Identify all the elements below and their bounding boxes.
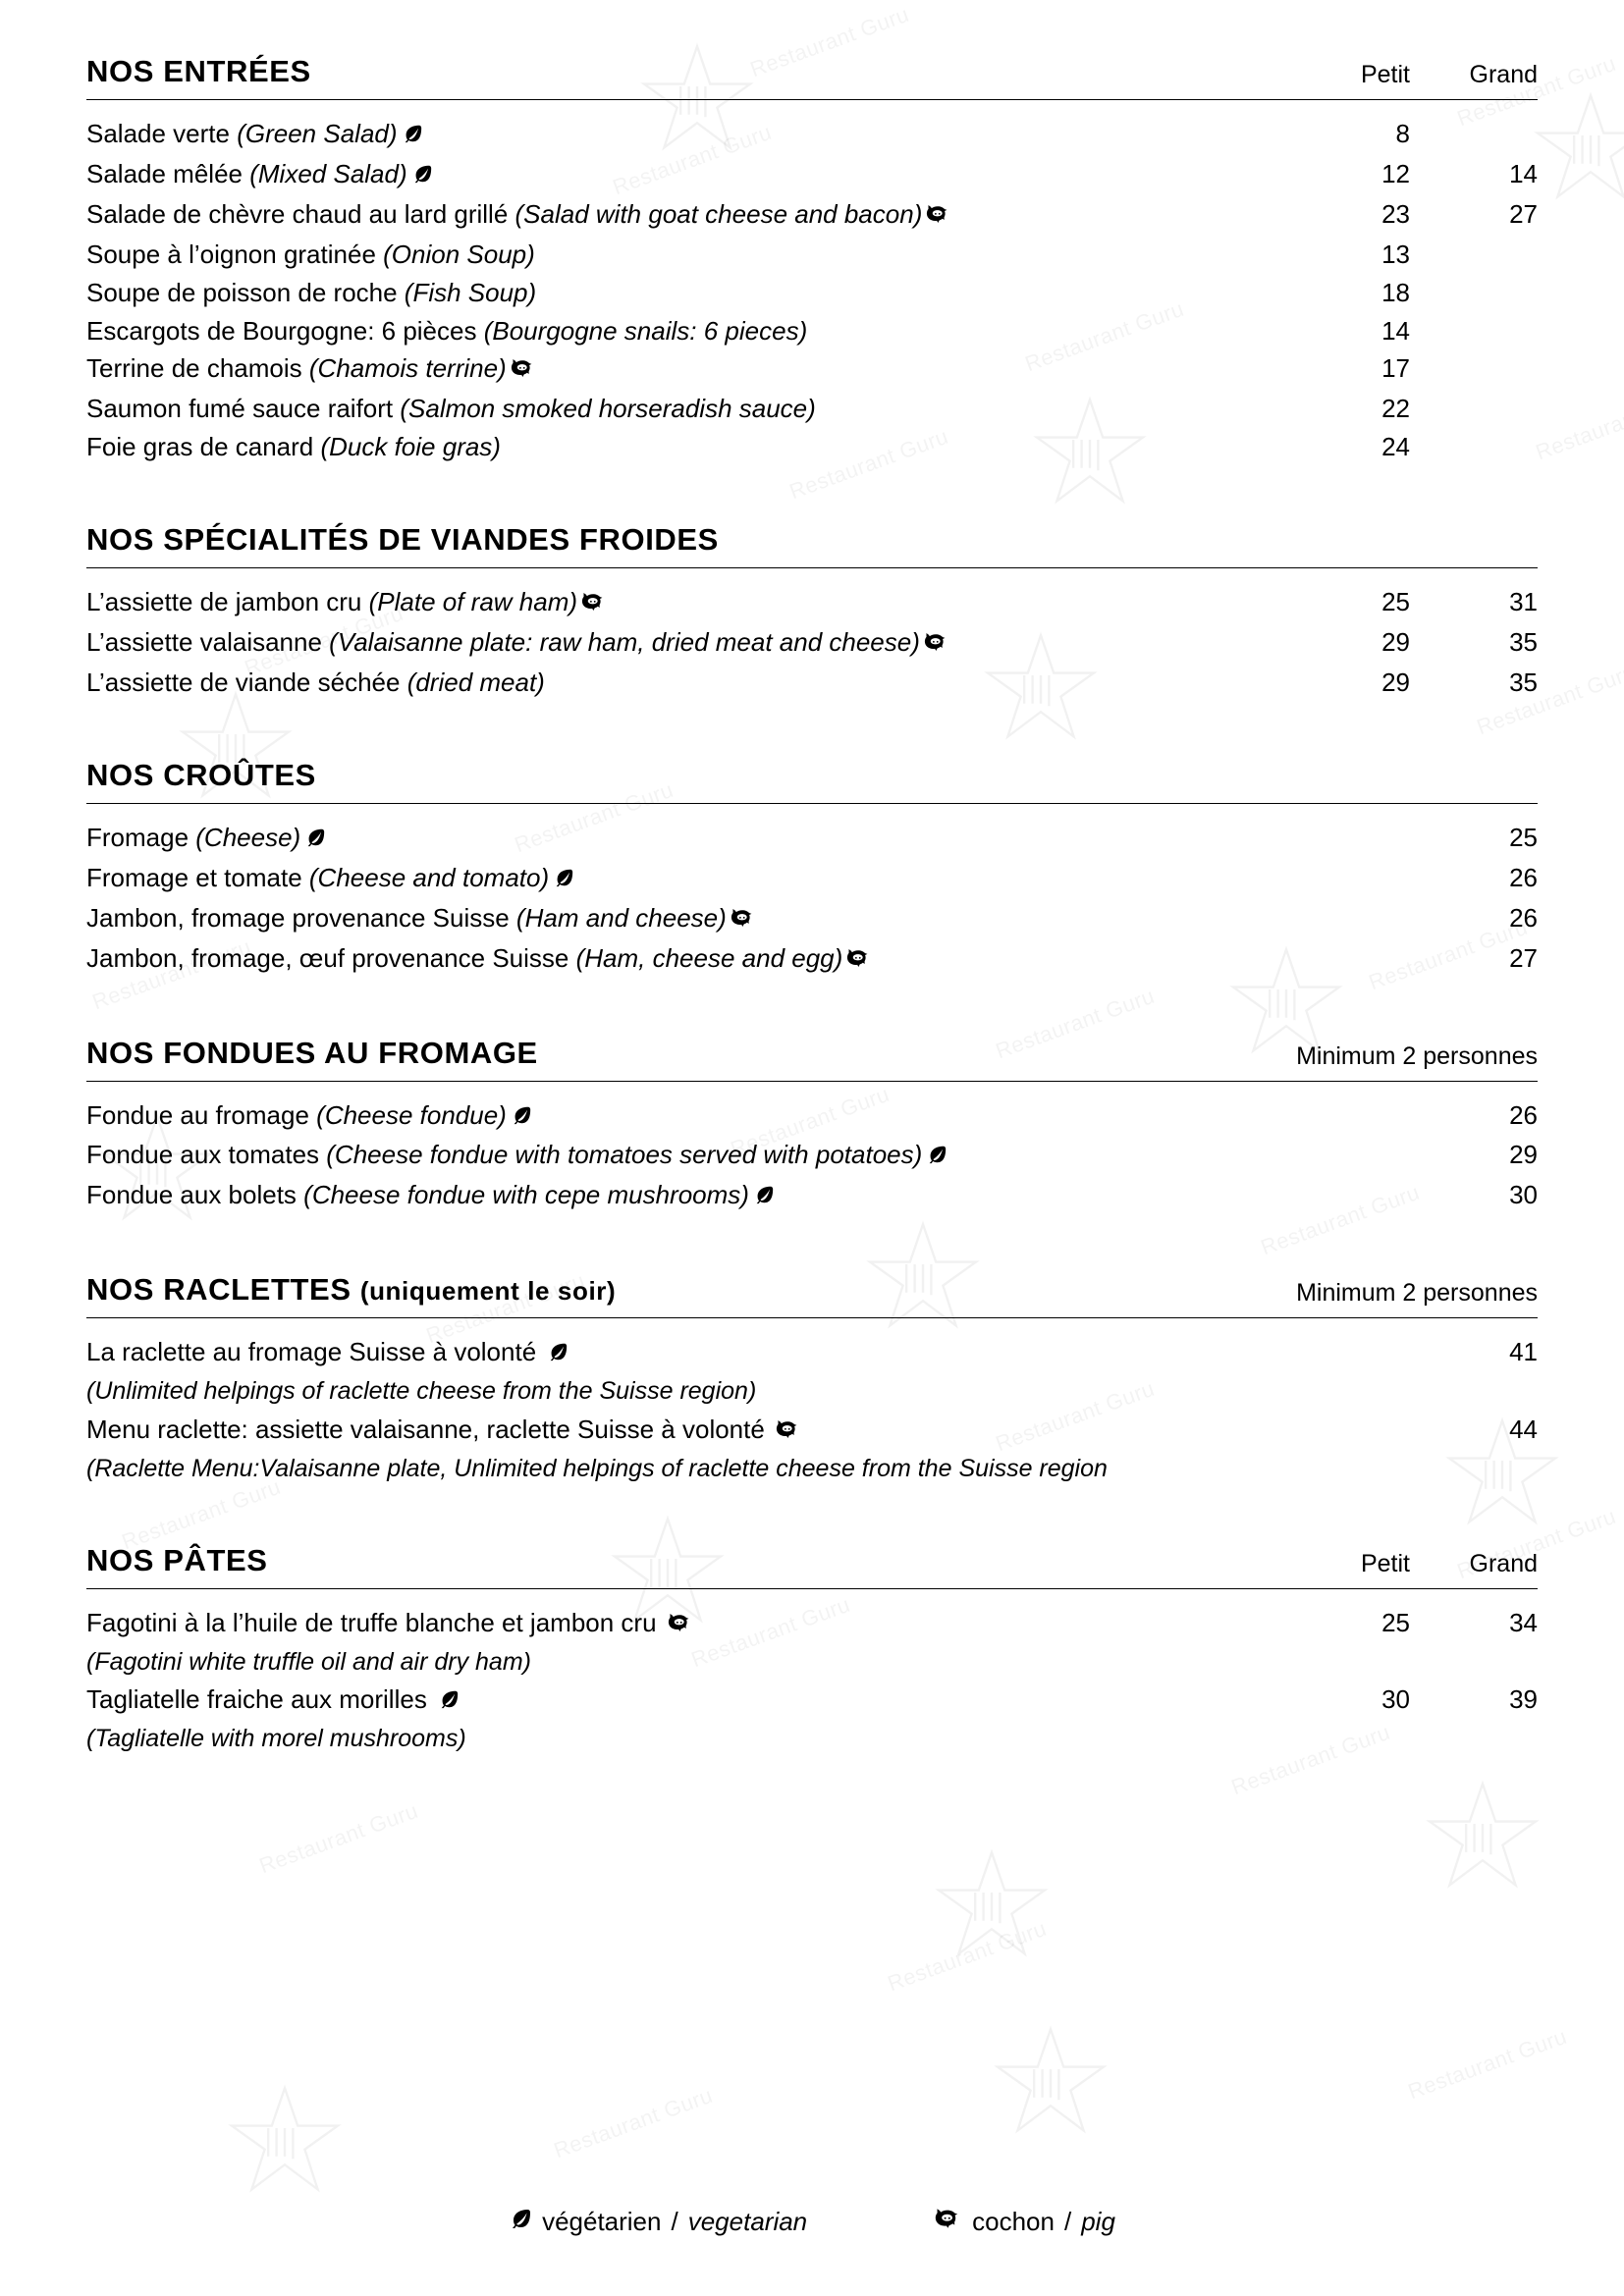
menu-item-name-en: (Green Salad) <box>237 119 398 148</box>
menu-item-row <box>86 196 1538 235</box>
section-header <box>86 758 1538 803</box>
section-title-sub: (uniquement le soir) <box>359 1276 617 1307</box>
leaf-icon <box>402 118 423 154</box>
section-title: NOS PÂTES <box>86 1543 268 1578</box>
column-header: Grand <box>1469 1550 1538 1578</box>
price-grand: 35 <box>1509 667 1538 697</box>
section-divider <box>86 1081 1538 1082</box>
menu-item-name-en: (Chamois terrine) <box>308 353 507 384</box>
menu-item-row <box>86 1334 1538 1372</box>
leaf-icon <box>926 1139 947 1175</box>
price-petit: 25 <box>1381 587 1410 617</box>
menu-item-name <box>86 1137 1410 1175</box>
menu-item-name-fr: L’assiette de viande séchée <box>86 667 407 697</box>
menu-item-row <box>86 313 1538 349</box>
menu-item-name-fr: Salade verte <box>86 119 238 148</box>
section-header <box>86 1036 1538 1081</box>
menu-item-name-fr: Salade de chèvre chaud au lard grillé <box>86 198 515 229</box>
menu-item-name <box>86 275 1282 311</box>
section-header-right <box>1296 1279 1538 1308</box>
section-title: NOS RACLETTES <box>86 1272 360 1308</box>
menu-item-name <box>86 1605 1282 1643</box>
legend-vegetarian-en: vegetarian <box>687 2207 808 2236</box>
menu-item-name-fr: L’assiette de jambon cru <box>86 587 369 617</box>
menu-item-name-en: (Cheese and tomato) <box>308 862 550 892</box>
menu-section <box>86 1036 1538 1216</box>
menu-item-row <box>86 584 1538 622</box>
leaf-icon <box>553 862 574 898</box>
menu-item-list <box>86 1605 1538 1757</box>
menu-item-name-en: (Cheese fondue with cepe mushrooms) <box>303 1180 749 1210</box>
menu-item-name <box>86 350 1282 389</box>
menu-item-row <box>86 1605 1538 1643</box>
menu-item-name-en: (Ham and cheese) <box>515 902 727 933</box>
pig-icon <box>776 1414 801 1450</box>
section-header <box>86 522 1538 567</box>
menu-item-row <box>86 1177 1538 1215</box>
section-note: Minimum 2 personnes <box>1296 1279 1538 1308</box>
menu-item-name-fr: Fondue aux bolets <box>86 1180 304 1210</box>
menu-item-name-fr: Jambon, fromage provenance Suisse <box>86 902 516 933</box>
menu-item-row <box>86 1412 1538 1450</box>
menu-item-name-fr: Fagotini à la l’huile de truffe blanche et jambon cru <box>86 1608 664 1638</box>
price-petit: 24 <box>1381 432 1410 462</box>
leaf-icon <box>753 1179 775 1215</box>
menu-item-name-fr: Fondue aux tomates <box>86 1140 327 1170</box>
leaf-icon <box>411 158 433 194</box>
menu-item-name-en: (Fish Soup) <box>404 277 537 307</box>
menu-item-name-fr: Menu raclette: assiette valaisanne, raclette Suisse à volonté <box>86 1414 773 1444</box>
menu-section <box>86 1543 1538 1757</box>
price-grand: 14 <box>1509 158 1538 188</box>
menu-item-description: (Tagliatelle with morel mushrooms) <box>86 1725 466 1753</box>
menu-legend <box>0 2207 1624 2237</box>
menu-item-name-en: (Ham, cheese and egg) <box>575 942 843 973</box>
price-petit: 25 <box>1381 1608 1410 1638</box>
menu-item-name-fr: Fromage <box>86 822 196 852</box>
menu-item-row <box>86 156 1538 194</box>
menu-item-list <box>86 584 1538 701</box>
price-petit: 22 <box>1381 394 1410 424</box>
legend-pig <box>935 2207 1115 2237</box>
watermark-star-icon <box>933 1845 1051 1968</box>
price-grand: 39 <box>1509 1684 1538 1715</box>
price-grand: 41 <box>1509 1337 1538 1367</box>
watermark-text <box>551 2083 717 2164</box>
pig-icon <box>731 902 756 938</box>
price-grand: 35 <box>1509 627 1538 658</box>
menu-item-name <box>86 1177 1410 1215</box>
menu-item-row <box>86 116 1538 154</box>
menu-section <box>86 522 1538 701</box>
section-title-wrap <box>86 1543 268 1578</box>
watermark-star-icon <box>226 2081 344 2204</box>
price-grand: 25 <box>1509 822 1538 852</box>
menu-item-row <box>86 391 1538 427</box>
section-divider <box>86 1317 1538 1318</box>
menu-item-name-fr: Foie gras de canard <box>86 432 321 462</box>
pig-icon <box>846 942 872 979</box>
price-grand: 34 <box>1509 1608 1538 1638</box>
section-header-right <box>1282 61 1538 89</box>
section-note: Minimum 2 personnes <box>1296 1041 1538 1070</box>
menu-item-row <box>86 820 1538 858</box>
menu-item-name <box>86 1097 1410 1136</box>
menu-item-name <box>86 116 1282 154</box>
watermark-text <box>1405 2024 1571 2106</box>
menu-item-name-fr: Soupe de poisson de roche <box>86 277 405 307</box>
menu-item-name-fr: Fromage et tomate <box>86 862 309 892</box>
menu-item-row <box>86 1682 1538 1720</box>
pig-icon <box>924 626 949 663</box>
leaf-icon <box>304 822 326 858</box>
menu-item-name <box>86 860 1410 898</box>
menu-item-row <box>86 350 1538 389</box>
menu-item-name-en: (Salad with goat cheese and bacon) <box>514 198 923 229</box>
leaf-icon <box>438 1683 460 1720</box>
section-header-right <box>1282 1550 1538 1578</box>
menu-item-name <box>86 196 1282 235</box>
menu-item-name <box>86 1334 1410 1372</box>
watermark-star-icon <box>1424 1777 1542 1899</box>
menu-item-name <box>86 429 1282 465</box>
price-petit: 12 <box>1381 158 1410 188</box>
menu-item-list <box>86 820 1538 979</box>
menu-item-name-en: (Valaisanne plate: raw ham, dried meat and cheese) <box>329 627 920 658</box>
price-grand: 27 <box>1509 198 1538 229</box>
menu-item-row <box>86 429 1538 465</box>
menu-item-row <box>86 1137 1538 1175</box>
menu-item-name <box>86 900 1410 938</box>
menu-section <box>86 1272 1538 1486</box>
section-header-right <box>1296 1042 1538 1071</box>
column-header: Grand <box>1469 61 1538 88</box>
price-petit: 17 <box>1381 353 1410 384</box>
menu-item-name <box>86 391 1282 427</box>
section-header <box>86 54 1538 99</box>
menu-item-row <box>86 665 1538 701</box>
pig-icon <box>581 586 607 622</box>
menu-item-name-en: (Salmon smoked horseradish sauce) <box>400 394 816 424</box>
menu-item-name <box>86 624 1282 663</box>
leaf-icon <box>509 2207 532 2237</box>
section-title-wrap <box>86 1272 616 1308</box>
section-divider <box>86 1588 1538 1589</box>
watermark-text <box>256 1798 422 1880</box>
pig-icon <box>935 2207 962 2237</box>
menu-item-name <box>86 237 1282 273</box>
menu-item-name-en: (Mixed Salad) <box>249 158 407 188</box>
section-title-wrap <box>86 758 316 793</box>
menu-item-name-en: (Cheese fondue) <box>316 1099 507 1130</box>
pig-icon <box>668 1607 693 1643</box>
menu-item-row <box>86 624 1538 663</box>
column-header: Petit <box>1360 61 1410 88</box>
menu-item-name-en: (Bourgogne snails: 6 pieces) <box>483 315 808 346</box>
price-grand: 26 <box>1509 862 1538 892</box>
column-header: Petit <box>1360 1550 1410 1578</box>
menu-item-row <box>86 275 1538 311</box>
menu-item-name-fr: Salade mêlée <box>86 158 250 188</box>
menu-item-name-fr: Jambon, fromage, œuf provenance Suisse <box>86 942 576 973</box>
menu-item-name-fr: Saumon fumé sauce raifort <box>86 394 401 424</box>
watermark-star-icon <box>992 2022 1110 2145</box>
price-petit: 13 <box>1381 239 1410 269</box>
price-grand: 26 <box>1509 902 1538 933</box>
menu-item-name <box>86 1412 1410 1450</box>
leaf-icon <box>511 1099 532 1136</box>
pig-icon <box>511 352 536 389</box>
section-title-wrap <box>86 54 311 89</box>
menu-item-list <box>86 116 1538 465</box>
section-header <box>86 1543 1538 1588</box>
menu-section <box>86 54 1538 465</box>
menu-item-name-fr: Fondue au fromage <box>86 1099 317 1130</box>
legend-vegetarian-fr: végétarien <box>542 2207 662 2236</box>
watermark-text <box>885 1916 1051 1998</box>
price-petit: 29 <box>1381 667 1410 697</box>
section-title: NOS ENTRÉES <box>86 54 311 88</box>
menu-item-row <box>86 1097 1538 1136</box>
menu-item-name-fr: L’assiette valaisanne <box>86 627 330 658</box>
legend-pig-fr: cochon <box>972 2207 1055 2236</box>
menu-item-row <box>86 237 1538 273</box>
section-divider <box>86 803 1538 804</box>
price-grand: 29 <box>1509 1140 1538 1170</box>
price-petit: 18 <box>1381 277 1410 307</box>
legend-pig-sep: / <box>1063 2207 1072 2236</box>
leaf-icon <box>547 1336 568 1372</box>
section-title-wrap <box>86 522 719 558</box>
price-petit: 29 <box>1381 627 1410 658</box>
legend-vegetarian-sep: / <box>671 2207 678 2236</box>
menu-item-list <box>86 1334 1538 1486</box>
menu-item-name-en: (Plate of raw ham) <box>368 587 578 617</box>
menu-item-list <box>86 1097 1538 1216</box>
menu-item-name-en: (Cheese fondue with tomatoes served with potatoes) <box>326 1140 923 1170</box>
menu-item-name-en: (Duck foie gras) <box>320 432 501 462</box>
menu-item-name-fr: Escargots de Bourgogne: 6 pièces <box>86 315 484 346</box>
menu-item-row <box>86 900 1538 938</box>
menu-item-name-fr: Tagliatelle fraiche aux morilles <box>86 1684 435 1715</box>
section-header <box>86 1272 1538 1317</box>
menu-item-name-fr: La raclette au fromage Suisse à volonté <box>86 1337 544 1367</box>
menu-item-description: (Raclette Menu:Valaisanne plate, Unlimited helpings of raclette cheese from the Suisse region <box>86 1454 1108 1482</box>
price-grand: 27 <box>1509 942 1538 973</box>
pig-icon <box>926 198 951 235</box>
price-grand: 26 <box>1509 1099 1538 1130</box>
price-grand: 30 <box>1509 1180 1538 1210</box>
menu-item-name <box>86 940 1410 979</box>
menu-item-name-en: (Onion Soup) <box>383 239 535 269</box>
menu-item-name <box>86 1682 1282 1720</box>
menu-item-name <box>86 584 1282 622</box>
menu-item-name-en: (Cheese) <box>195 822 301 852</box>
section-divider <box>86 567 1538 568</box>
menu-item-name <box>86 313 1282 349</box>
price-grand: 31 <box>1509 587 1538 617</box>
section-title: NOS FONDUES AU FROMAGE <box>86 1035 538 1070</box>
price-petit: 30 <box>1381 1684 1410 1715</box>
section-divider <box>86 99 1538 100</box>
legend-pig-en: pig <box>1081 2207 1115 2236</box>
menu-item-name <box>86 820 1410 858</box>
menu-item-description: (Unlimited helpings of raclette cheese from the Suisse region) <box>86 1377 757 1406</box>
section-title: NOS SPÉCIALITÉS DE VIANDES FROIDES <box>86 522 719 558</box>
menu-item-name <box>86 665 1282 701</box>
menu-item-name-fr: Soupe à l’oignon gratinée <box>86 239 384 269</box>
section-title: NOS CROÛTES <box>86 757 316 792</box>
menu-item-row <box>86 940 1538 979</box>
menu-item-name-fr: Terrine de chamois <box>86 353 309 384</box>
menu-item-name-en: (dried meat) <box>406 667 545 697</box>
menu-item-description: (Fagotini white truffle oil and air dry ham) <box>86 1647 531 1676</box>
price-petit: 23 <box>1381 198 1410 229</box>
section-title-wrap <box>86 1036 538 1071</box>
legend-vegetarian <box>509 2207 807 2237</box>
price-petit: 14 <box>1381 315 1410 346</box>
price-grand: 44 <box>1509 1414 1538 1444</box>
menu-section <box>86 758 1538 979</box>
price-petit: 8 <box>1395 119 1410 148</box>
menu-item-row <box>86 860 1538 898</box>
menu-item-name <box>86 156 1282 194</box>
